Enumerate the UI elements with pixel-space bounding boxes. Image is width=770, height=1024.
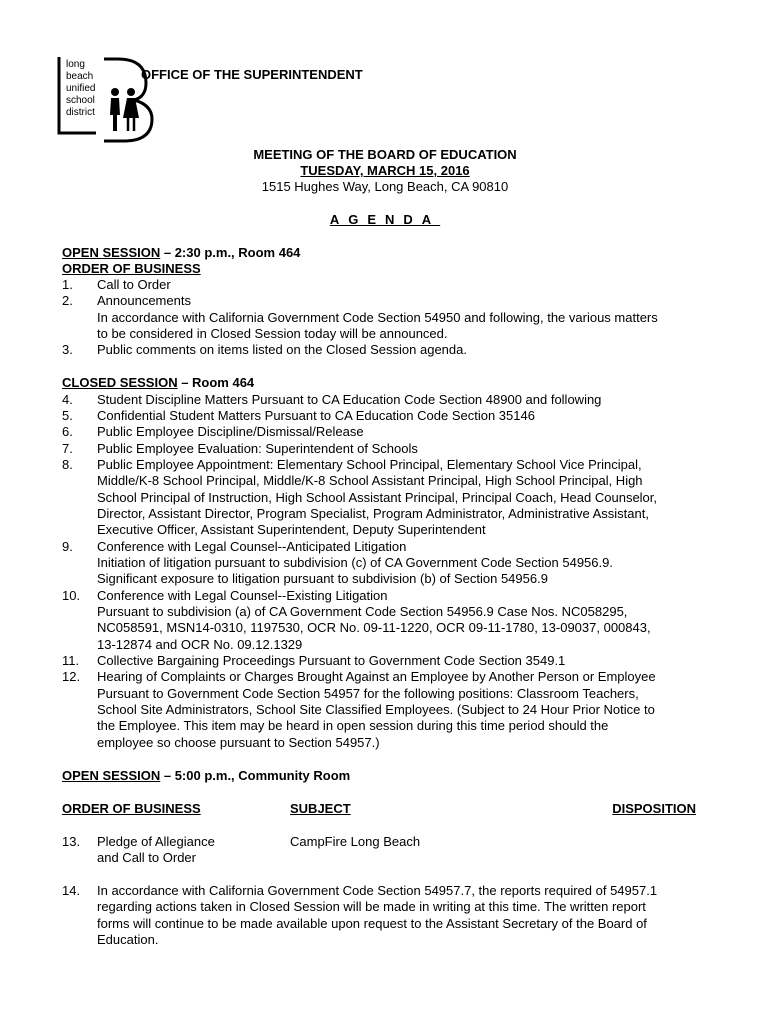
item-text: In accordance with California Government Code Section 54957.7, the reports required of 54957.1 [97,883,658,898]
item-text: Executive Officer, Assistant Superintendent, Deputy Superintendent [97,522,486,537]
item-text: School Principal of Instruction, High School Assistant Principal, Principal Coach, Head Counselor, [97,490,658,505]
item-number: 5. [62,408,73,423]
item-text: Student Discipline Matters Pursuant to CA Education Code Section 48900 and following [97,392,602,407]
item-text: Initiation of litigation pursuant to subdivision (c) of CA Government Code Section 54956.9. [97,555,613,570]
logo-text [66,59,95,119]
item-text: and Call to Order [97,850,196,865]
item-text: Public Employee Discipline/Dismissal/Release [97,424,364,439]
item-text: Conference with Legal Counsel--Anticipated Litigation [97,539,407,554]
open-session-label: OPEN SESSION [62,245,161,260]
item-text: Significant exposure to litigation pursuant to subdivision (b) of Section 54956.9 [97,571,548,586]
open-session-heading [62,245,300,260]
open-session-evening-heading [62,768,350,783]
item-text: Middle/K-8 School Principal, Middle/K-8 School Assistant Principal, High School Principal, High [97,473,643,488]
item-text: to be considered in Closed Session today will be announced. [97,326,448,341]
logo-word: beach [66,71,94,82]
item-text: the Employee. This item may be heard in open session during this time period should the [97,718,609,733]
item-text: Hearing of Complaints or Charges Brought Against an Employee by Another Person or Employee [97,669,656,684]
item-text: 13-12874 and OCR No. 09.12.1329 [97,637,303,652]
item-text: Pursuant to Government Code Section 54957 for the following positions: Classroom Teachers, [97,686,639,701]
item-number: 13. [62,834,81,849]
item-text: forms will continue to be made available upon request to the Assistant Secretary of the Board of [97,916,647,931]
logo-word: unified [66,83,96,94]
item-text: Collective Bargaining Proceedings Pursuant to Government Code Section 3549.1 [97,653,566,668]
item-text: employee so choose pursuant to Section 54957.) [97,735,380,750]
column-subject: SUBJECT [290,801,351,816]
item-text: Director, Assistant Director, Program Specialist, Program Administrator, Administrative Assistant, [97,506,649,521]
logo-word: long [66,59,85,70]
item-number: 14. [62,883,81,898]
item-text: Public comments on items listed on the Closed Session agenda. [97,342,467,357]
item-number: 12. [62,669,81,684]
logo-word: school [66,95,95,106]
office-title: OFFICE OF THE SUPERINTENDENT [141,67,363,82]
item-text: Pursuant to subdivision (a) of CA Government Code Section 54956.9 Case Nos. NC058295, [97,604,628,619]
item-text: Announcements [97,293,191,308]
meeting-date: TUESDAY, MARCH 15, 2016 [300,163,470,178]
item-number: 7. [62,441,73,456]
column-disposition: DISPOSITION [612,801,696,816]
item-number: 11. [62,653,80,668]
item-number: 3. [62,342,73,357]
item-number: 2. [62,293,73,308]
order-of-business-heading: ORDER OF BUSINESS [62,261,201,276]
open-session-evening-time: – 5:00 p.m., Community Room [160,768,351,783]
item-text: Public Employee Evaluation: Superintendent of Schools [97,441,418,456]
item-subject: CampFire Long Beach [290,834,421,849]
item-text: Pledge of Allegiance [97,834,215,849]
closed-session-label: CLOSED SESSION [62,375,178,390]
item-number: 9. [62,539,73,554]
item-text: Conference with Legal Counsel--Existing Litigation [97,588,388,603]
item-number: 4. [62,392,73,407]
open-session-time: – 2:30 p.m., Room 464 [160,245,301,260]
item-text: School Site Administrators, School Site Classified Employees. (Subject to 24 Hour Prior Notice to [97,702,655,717]
agenda-heading: AGENDA [329,212,441,227]
column-order-of-business: ORDER OF BUSINESS [62,801,201,816]
item-number: 1. [62,277,73,292]
item-text: In accordance with California Government Code Section 54950 and following, the various matters [97,310,658,325]
item-text: Call to Order [97,277,171,292]
meeting-title: MEETING OF THE BOARD OF EDUCATION [253,147,517,162]
open-session-evening-label: OPEN SESSION [62,768,161,783]
item-text: regarding actions taken in Closed Session will be made in writing at this time. The written report [97,899,646,914]
item-text: Education. [97,932,159,947]
item-number: 8. [62,457,73,472]
item-number: 6. [62,424,73,439]
closed-session-heading [62,375,254,390]
item-text: NC058591, MSN14-0310, 1197530, OCR No. 09-11-1220, OCR 09-11-1780, 13-09037, 000843, [97,620,651,635]
item-text: Confidential Student Matters Pursuant to CA Education Code Section 35146 [97,408,535,423]
closed-session-room: – Room 464 [177,375,255,390]
meeting-address: 1515 Hughes Way, Long Beach, CA 90810 [261,179,509,194]
item-text: Public Employee Appointment: Elementary School Principal, Elementary School Vice Principal, [97,457,642,472]
item-number: 10. [62,588,81,603]
logo-word: district [66,107,95,118]
